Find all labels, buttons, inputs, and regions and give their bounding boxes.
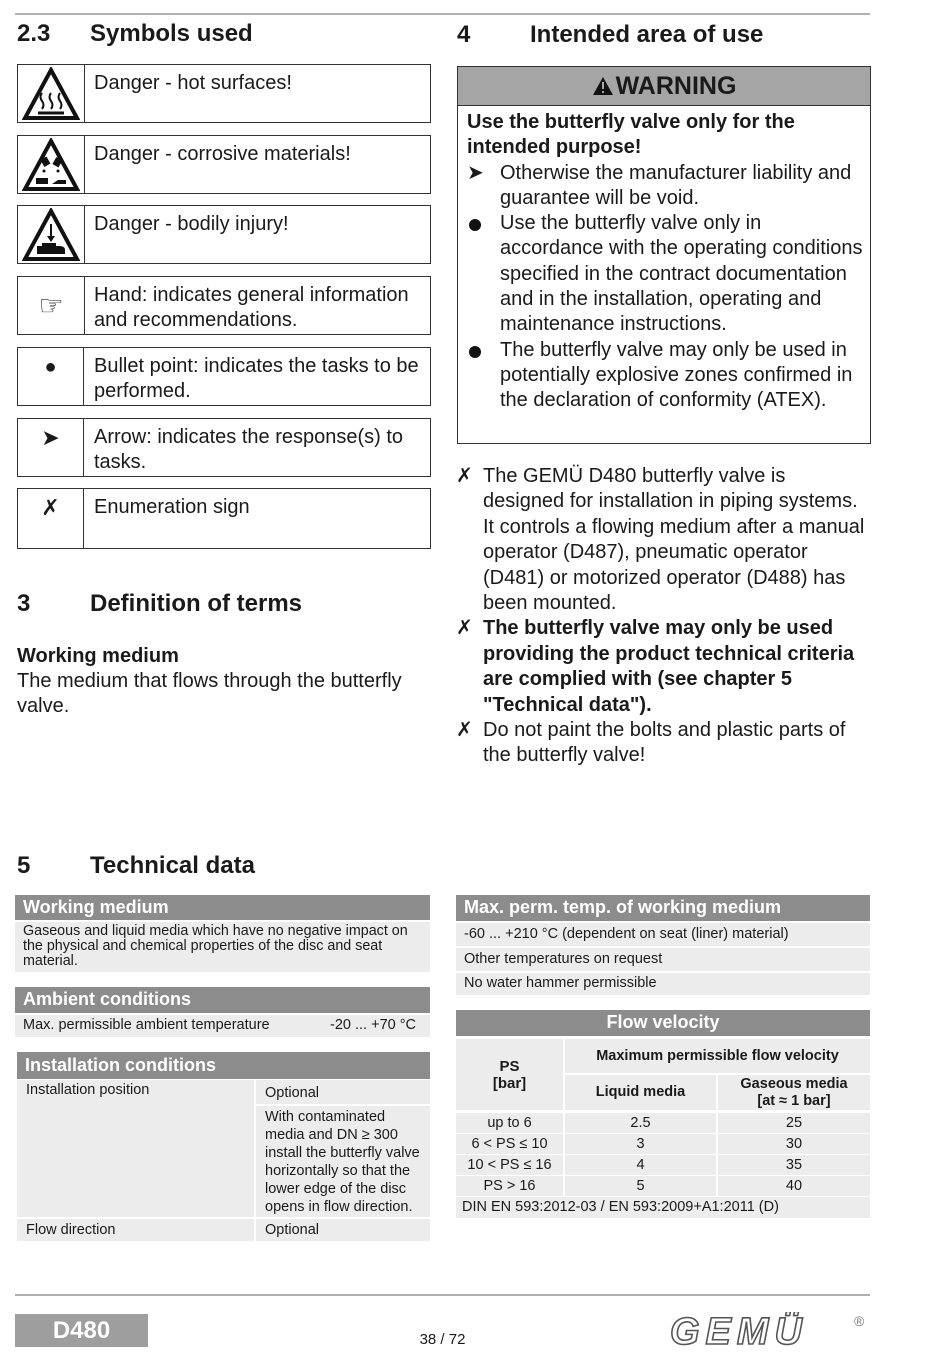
flow-ps-cell: 6 < PS ≤ 10 — [456, 1134, 563, 1154]
section-title: Symbols used — [90, 20, 253, 47]
enumeration-item — [456, 464, 866, 616]
warning-arrow-item — [467, 161, 864, 212]
warning-bullet-text: Use the butterfly valve only in accordance with the operating conditions specified in the contract documentation and in the installation, operating and maintenance instructions. — [500, 212, 863, 336]
flow-gas-cell: 35 — [718, 1155, 870, 1175]
enumeration-list — [456, 464, 866, 769]
ambient-conditions-row — [15, 1015, 430, 1037]
definition-term: Working medium — [17, 645, 179, 667]
symbol-description: Danger - bodily injury! — [94, 213, 289, 235]
max-temp-header: Max. perm. temp. of working medium — [456, 895, 870, 921]
working-medium-text: Gaseous and liquid media which have no negative impact on the physical and chemical properties of the disc and seat material. — [15, 922, 430, 972]
installation-position-label: Installation position — [17, 1080, 254, 1217]
enumeration-glyph: ✗ — [41, 495, 60, 520]
section-number: 5 — [17, 852, 31, 879]
warning-bullet-item — [467, 211, 864, 337]
max-temp-row: -60 ... +210 °C (dependent on seat (liner) material) — [456, 923, 870, 946]
section-number: 3 — [17, 590, 31, 617]
bullet-glyph: ● — [44, 356, 57, 378]
warning-body — [467, 110, 864, 414]
flow-liquid-cell: 3 — [565, 1134, 716, 1154]
warning-bullet-text: The butterfly valve may only be used in potentially explosive zones confirmed in the declaration of conformity (ATEX). — [500, 338, 853, 412]
symbol-description: Danger - corrosive materials! — [94, 143, 351, 165]
page-number: 38 / 72 — [419, 1331, 466, 1348]
enumeration-item — [456, 718, 866, 769]
bullet-point-icon — [467, 338, 481, 365]
model-badge: D480 — [15, 1314, 148, 1347]
symbol-description: Enumeration sign — [94, 496, 250, 518]
enumeration-icon: ✗ — [456, 719, 473, 742]
section-heading-technical-data — [17, 852, 255, 880]
enumeration-icon: ✗ — [456, 465, 473, 487]
ambient-temperature-value: -20 ... +70 °C — [330, 1017, 416, 1033]
gemu-logo-graphic — [668, 1312, 868, 1352]
symbol-row — [17, 276, 431, 335]
top-rule — [15, 13, 870, 15]
enumeration-icon: ✗ — [456, 617, 473, 640]
enumeration-text: The GEMÜ D480 butterfly valve is designed for installation in piping systems. It controls a flowing medium after a manual operator (D487), pneumatic operator (D481) or motorized operator (D488) has been mounted. — [483, 465, 865, 615]
flow-liquid-column-header: Liquid media — [565, 1075, 716, 1110]
section-heading-definitions — [17, 590, 302, 618]
flow-ps-cell: 10 < PS ≤ 16 — [456, 1155, 563, 1175]
registered-mark: ® — [854, 1313, 865, 1329]
enumeration-item — [456, 616, 866, 718]
flow-liquid-cell: 4 — [565, 1155, 716, 1175]
enumeration-icon — [18, 489, 84, 548]
flow-ps-cell: up to 6 — [456, 1113, 563, 1133]
flow-standard-note: DIN EN 593:2012-03 / EN 593:2009+A1:2011 (D) — [456, 1197, 870, 1218]
brand-text: GEMÜ — [670, 1312, 808, 1352]
definition-block — [17, 644, 427, 719]
symbol-row — [17, 488, 431, 549]
symbol-row — [17, 135, 431, 194]
warning-box — [457, 66, 871, 444]
section-title: Intended area of use — [530, 21, 764, 48]
symbol-row — [17, 418, 431, 477]
definition-text: The medium that flows through the butterfly valve. — [17, 670, 402, 717]
bullet-point-icon — [18, 348, 84, 405]
arrow-icon: ➤ — [467, 161, 484, 184]
enumeration-text: The butterfly valve may only be used providing the product technical criteria are complied with (see chapter 5 "Technical data"). — [483, 617, 855, 716]
warning-bullet-item — [467, 338, 864, 414]
symbol-row — [17, 347, 431, 406]
flow-direction-label: Flow direction — [17, 1219, 254, 1241]
installation-position-value: Optional — [256, 1080, 430, 1104]
hot-surface-warning-icon — [18, 65, 85, 122]
flow-gas-cell: 30 — [718, 1134, 870, 1154]
flow-gas-cell: 40 — [718, 1176, 870, 1196]
flow-velocity-header: Flow velocity — [456, 1010, 870, 1036]
arrow-icon — [18, 419, 84, 476]
bodily-injury-warning-icon — [18, 206, 85, 263]
working-medium-header: Working medium — [15, 895, 430, 920]
ambient-temperature-label: Max. permissible ambient temperature — [23, 1017, 270, 1033]
symbol-description: Bullet point: indicates the tasks to be performed. — [94, 355, 419, 402]
gemu-logo — [668, 1312, 868, 1352]
flow-ps-cell: PS > 16 — [456, 1176, 563, 1196]
flow-liquid-cell: 2.5 — [565, 1113, 716, 1133]
flow-ps-column-header: PS [bar] — [456, 1039, 563, 1110]
ambient-conditions-header: Ambient conditions — [15, 987, 430, 1013]
hand-pointer-glyph: ☞ — [38, 290, 64, 321]
symbol-description: Arrow: indicates the response(s) to tasks. — [94, 426, 404, 473]
section-heading-symbols — [17, 20, 253, 48]
hand-pointer-icon — [18, 277, 85, 334]
symbol-description: Hand: indicates general information and recommendations. — [94, 284, 409, 331]
installation-position-note: With contaminated media and DN ≥ 300 install the butterfly valve horizontally so that the lower edge of the disc opens in flow direction. — [256, 1106, 430, 1217]
footer-rule — [15, 1294, 870, 1296]
flow-direction-value: Optional — [256, 1219, 430, 1241]
flow-gas-column-header: Gaseous media [at ≈ 1 bar] — [718, 1075, 870, 1110]
flow-max-column-header: Maximum permissible flow velocity — [565, 1039, 870, 1073]
section-number: 2.3 — [17, 20, 51, 47]
warning-arrow-text: Otherwise the manufacturer liability and guarantee will be void. — [500, 161, 852, 209]
warning-heading: Use the butterfly valve only for the intended purpose! — [467, 111, 795, 159]
section-number: 4 — [457, 21, 471, 48]
flow-gas-cell: 25 — [718, 1113, 870, 1133]
max-temp-row: Other temperatures on request — [456, 948, 870, 971]
section-heading-intended-use — [457, 21, 763, 49]
arrow-glyph: ➤ — [41, 425, 60, 450]
symbol-description: Danger - hot surfaces! — [94, 72, 292, 94]
warning-triangle-icon — [592, 76, 614, 96]
symbol-row — [17, 64, 431, 123]
warning-header — [458, 67, 870, 106]
section-title: Definition of terms — [90, 590, 303, 617]
enumeration-text: Do not paint the bolts and plastic parts of the butterfly valve! — [483, 719, 846, 767]
flow-liquid-cell: 5 — [565, 1176, 716, 1196]
warning-label: WARNING — [615, 71, 737, 100]
symbol-row — [17, 205, 431, 264]
max-temp-row: No water hammer permissible — [456, 973, 870, 995]
corrosive-warning-icon — [18, 136, 85, 193]
section-title: Technical data — [90, 852, 255, 879]
installation-conditions-header: Installation conditions — [17, 1052, 430, 1079]
bullet-point-icon — [467, 211, 481, 238]
